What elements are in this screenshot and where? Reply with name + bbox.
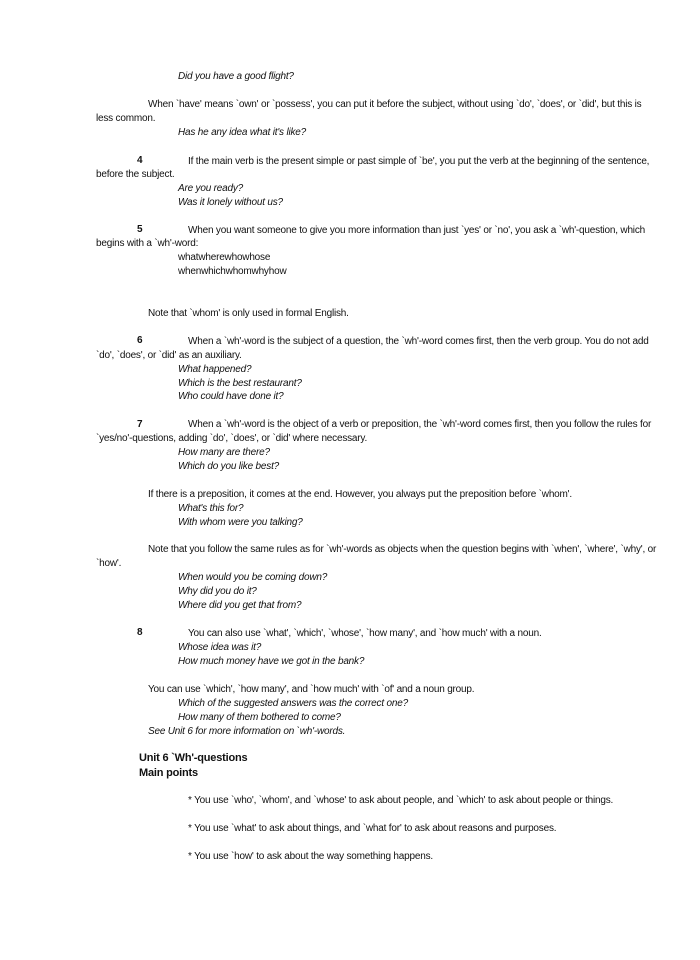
example-6-2: Which is the best restaurant? bbox=[178, 378, 302, 389]
paragraph-have-line2: less common. bbox=[96, 113, 156, 124]
note-same-rules-line2: `how'. bbox=[96, 558, 122, 569]
bullet-point-1: * You use `who', `whom', and `whose' to ask about people, and `which' to ask about people or things. bbox=[188, 795, 614, 806]
example-of-1: Which of the suggested answers was the correct one? bbox=[178, 698, 408, 709]
example-same-1: When would you be coming down? bbox=[178, 572, 328, 583]
example-8-1: Whose idea was it? bbox=[178, 642, 262, 653]
paragraph-5-line2: begins with a `wh'-word: bbox=[96, 238, 199, 249]
example-good-flight: Did you have a good flight? bbox=[178, 71, 294, 82]
paragraph-6-line2: `do', `does', or `did' as an auxiliary. bbox=[96, 350, 242, 361]
paragraph-6-line1: When a `wh'-word is the subject of a question, the `wh'-word comes first, then the verb group. You do not add bbox=[188, 336, 649, 347]
paragraph-7-line1: When a `wh'-word is the object of a verb or preposition, the `wh'-word comes first, then you follow the rules for bbox=[188, 419, 652, 430]
paragraph-7-line2: `yes/no'-questions, adding `do', `does', or `did' where necessary. bbox=[96, 433, 368, 444]
paragraph-4-line1: If the main verb is the present simple or past simple of `be', you put the verb at the beginning of the sentence, bbox=[188, 156, 650, 167]
unit-heading: Unit 6 `Wh'-questions bbox=[139, 752, 248, 764]
section-number-8: 8 bbox=[137, 627, 143, 638]
section-number-7: 7 bbox=[137, 419, 143, 430]
paragraph-of-noun-group: You can use `which', `how many', and `how much' with `of' and a noun group. bbox=[148, 684, 475, 695]
paragraph-5-line1: When you want someone to give you more information than just `yes' or `no', you ask a `wh'-question, which bbox=[188, 225, 645, 236]
bullet-point-2: * You use `what' to ask about things, and `what for' to ask about reasons and purposes. bbox=[188, 823, 557, 834]
wh-words-line2: whenwhichwhomwhyhow bbox=[178, 266, 287, 277]
example-same-2: Why did you do it? bbox=[178, 586, 257, 597]
example-same-3: Where did you get that from? bbox=[178, 600, 302, 611]
example-any-idea: Has he any idea what it's like? bbox=[178, 127, 307, 138]
see-unit-reference: See Unit 6 for more information on `wh'-words. bbox=[148, 726, 346, 737]
example-7-1: How many are there? bbox=[178, 447, 270, 458]
paragraph-4-line2: before the subject. bbox=[96, 169, 175, 180]
note-whom: Note that `whom' is only used in formal English. bbox=[148, 308, 349, 319]
example-6-1: What happened? bbox=[178, 364, 252, 375]
wh-words-line1: whatwherewhowhose bbox=[178, 252, 271, 263]
note-same-rules-line1: Note that you follow the same rules as for `wh'-words as objects when the question begins with `when', `where', `why', or bbox=[148, 544, 657, 555]
paragraph-have-line1: When `have' means `own' or `possess', you can put it before the subject, without using `do', `does', or `did', but this is bbox=[148, 99, 642, 110]
example-4-1: Are you ready? bbox=[178, 183, 244, 194]
main-points-heading: Main points bbox=[139, 767, 198, 779]
bullet-point-3: * You use `how' to ask about the way something happens. bbox=[188, 851, 433, 862]
example-8-2: How much money have we got in the bank? bbox=[178, 656, 365, 667]
section-number-6: 6 bbox=[137, 335, 143, 346]
example-7-2: Which do you like best? bbox=[178, 461, 280, 472]
section-number-4: 4 bbox=[137, 155, 143, 166]
example-6-3: Who could have done it? bbox=[178, 391, 284, 402]
example-4-2: Was it lonely without us? bbox=[178, 197, 283, 208]
example-prep-2: With whom were you talking? bbox=[178, 517, 303, 528]
paragraph-8: You can also use `what', `which', `whose', `how many', and `how much' with a noun. bbox=[188, 628, 542, 639]
example-of-2: How many of them bothered to come? bbox=[178, 712, 341, 723]
example-prep-1: What's this for? bbox=[178, 503, 244, 514]
paragraph-preposition: If there is a preposition, it comes at the end. However, you always put the preposition before `whom'. bbox=[148, 489, 572, 500]
section-number-5: 5 bbox=[137, 224, 143, 235]
